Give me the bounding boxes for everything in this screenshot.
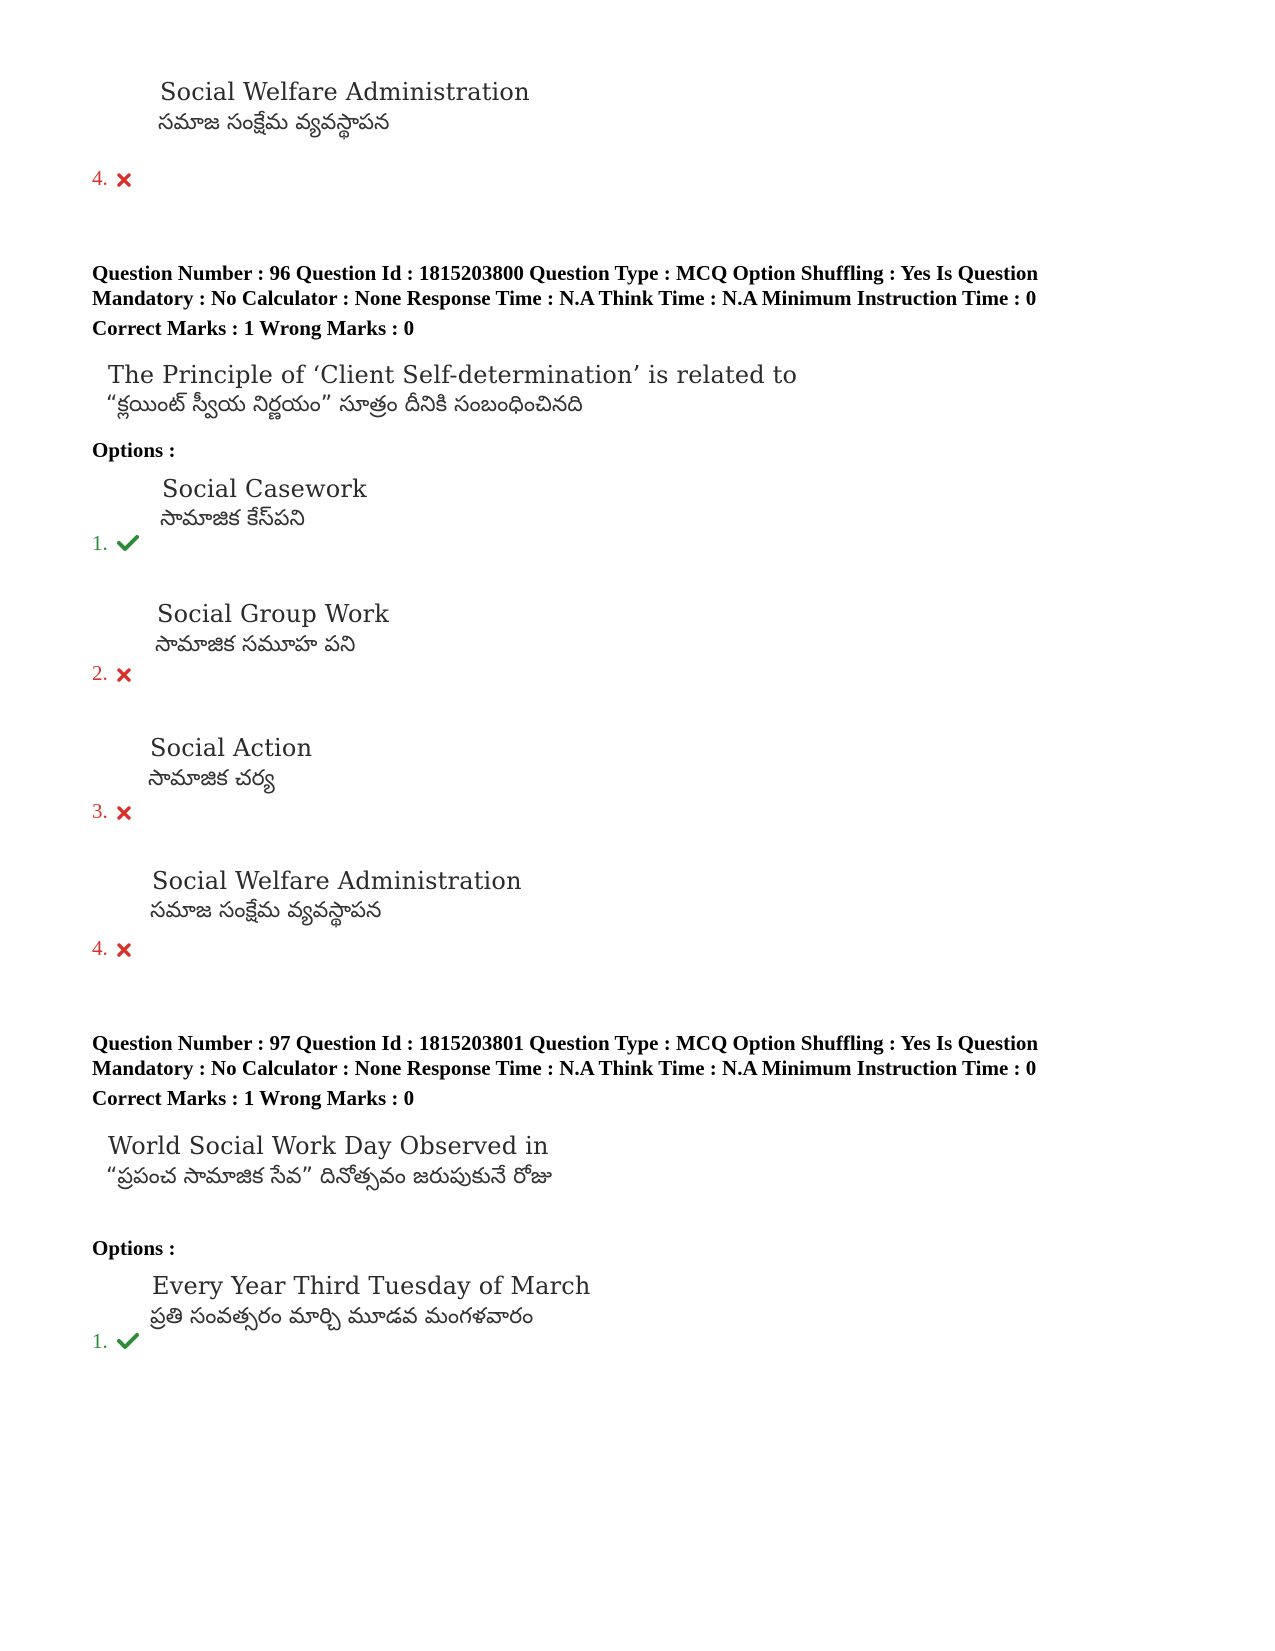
option-number-label: 4. <box>92 166 108 190</box>
question-header-line1: Question Number : 96 Question Id : 1815203800 Question Type : MCQ Option Shuffling : Yes Is Question <box>92 261 1039 285</box>
options-label: Options : <box>92 438 176 462</box>
cross-icon <box>117 168 131 193</box>
option-number-label: 2. <box>92 661 108 685</box>
question-marks: Correct Marks : 1 Wrong Marks : 0 <box>92 316 415 340</box>
question-header-line2: Mandatory : No Calculator : None Response Time : N.A Think Time : N.A Minimum Instruction Time : 0 <box>92 286 1037 310</box>
option-number-label: 1. <box>92 531 108 555</box>
option-text-en: Social Welfare Administration <box>160 78 530 106</box>
question-header-line2: Mandatory : No Calculator : None Response Time : N.A Think Time : N.A Minimum Instruction Time : 0 <box>92 1056 1037 1080</box>
question-text-te: “క్లయింట్ స్వీయ నిర్ణయం” సూత్రం దీనికి సంబంధించినది <box>106 392 583 417</box>
option-number <box>92 799 131 826</box>
options-label: Options : <box>92 1236 176 1260</box>
check-icon <box>117 533 139 558</box>
check-icon <box>117 1331 139 1356</box>
option-text-en: Social Action <box>150 734 313 762</box>
option-number <box>92 1329 139 1356</box>
option-number-label: 4. <box>92 936 108 960</box>
cross-icon <box>117 663 131 688</box>
option-text-en: Social Casework <box>162 475 367 503</box>
option-text-en: Every Year Third Tuesday of March <box>152 1272 591 1300</box>
question-text-en: World Social Work Day Observed in <box>108 1132 549 1160</box>
option-text-te: సామాజిక కేస్‌పని <box>160 506 305 531</box>
question-marks: Correct Marks : 1 Wrong Marks : 0 <box>92 1086 415 1110</box>
option-text-te: ప్రతి సంవత్సరం మార్చి మూడవ మంగళవారం <box>150 1304 534 1329</box>
option-text-en: Social Group Work <box>157 600 390 628</box>
question-header-line1: Question Number : 97 Question Id : 1815203801 Question Type : MCQ Option Shuffling : Yes Is Question <box>92 1031 1039 1055</box>
cross-icon <box>117 938 131 963</box>
option-text-en: Social Welfare Administration <box>152 867 522 895</box>
option-text-te: సామాజిక చర్య <box>148 766 275 791</box>
option-text-te: సమాజ సంక్షేమ వ్యవస్థాపన <box>158 110 390 135</box>
option-number <box>92 936 131 963</box>
option-text-te: సామాజిక సమూహ పని <box>155 632 356 657</box>
option-number <box>92 531 139 558</box>
cross-icon <box>117 801 131 826</box>
option-text-te: సమాజ సంక్షేమ వ్యవస్థాపన <box>150 898 382 923</box>
question-text-te: “ప్రపంచ సామాజిక సేవ” దినోత్సవం జరుపుకునే రోజు <box>106 1164 553 1189</box>
option-number-label: 1. <box>92 1329 108 1353</box>
option-number <box>92 166 131 193</box>
option-number <box>92 661 131 688</box>
option-number-label: 3. <box>92 799 108 823</box>
question-text-en: The Principle of ‘Client Self-determination’ is related to <box>108 361 798 389</box>
